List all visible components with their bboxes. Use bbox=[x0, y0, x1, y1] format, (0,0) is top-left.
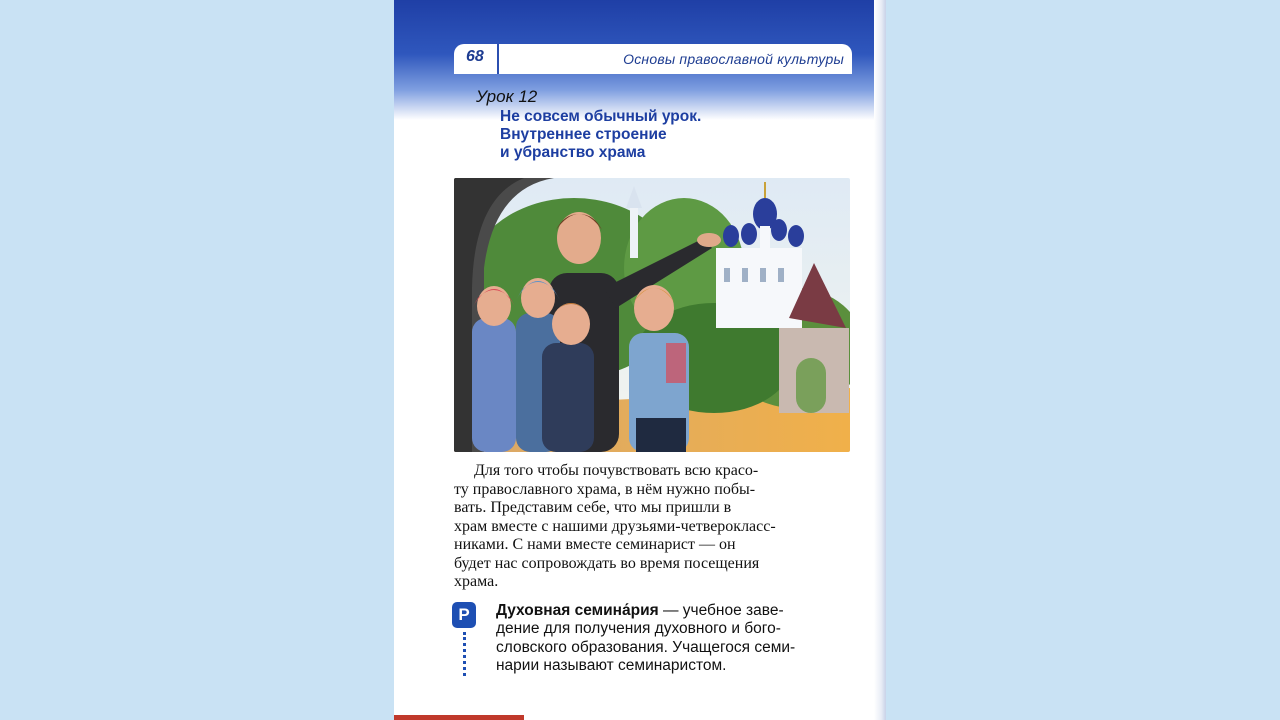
glossary-term: Духовная семина́рия bbox=[496, 602, 659, 619]
page-number: 68 bbox=[466, 48, 484, 65]
body-line: Для того чтобы почувствовать всю красо- bbox=[474, 462, 759, 479]
glossary-first-line bbox=[496, 602, 856, 620]
textbook-page bbox=[394, 0, 886, 720]
body-line: вать. Представим себе, что мы пришли в bbox=[454, 499, 732, 516]
running-title: Основы православной культуры bbox=[623, 51, 844, 67]
glossary-dotted-line bbox=[463, 632, 466, 676]
lesson-title-line: Внутреннее строение bbox=[500, 126, 667, 143]
body-line: храм вместе с нашими друзьями-четверокласс- bbox=[454, 517, 776, 535]
glossary-first-line-rest: — учебное заве- bbox=[658, 602, 784, 619]
lesson-title-line: Не совсем обычный урок. bbox=[500, 108, 702, 125]
body-line: храма. bbox=[454, 573, 499, 590]
body-line: никами. С нами вместе семинарист — он bbox=[454, 536, 736, 553]
lesson-label: Урок 12 bbox=[476, 87, 538, 106]
body-paragraph bbox=[454, 462, 852, 592]
body-line: будет нас сопровождать во время посещения bbox=[454, 554, 760, 572]
glossary-note bbox=[496, 602, 856, 675]
illustration-svg bbox=[454, 178, 850, 452]
glossary-line: словского образования. Учащегося семи- bbox=[496, 638, 796, 656]
header-divider bbox=[497, 44, 499, 74]
lesson-illustration bbox=[454, 178, 850, 452]
body-line: ту православного храма, в нём нужно побы- bbox=[454, 480, 756, 498]
lesson-title bbox=[500, 108, 830, 162]
lesson-title-line: и убранство храма bbox=[500, 144, 646, 161]
glossary-badge-icon: Р bbox=[452, 602, 476, 628]
bottom-accent-strip bbox=[394, 715, 524, 720]
glossary-line: дение для получения духовного и бого- bbox=[496, 620, 781, 638]
page-spine bbox=[874, 0, 886, 720]
glossary-line: нарии называют семинаристом. bbox=[496, 656, 727, 674]
